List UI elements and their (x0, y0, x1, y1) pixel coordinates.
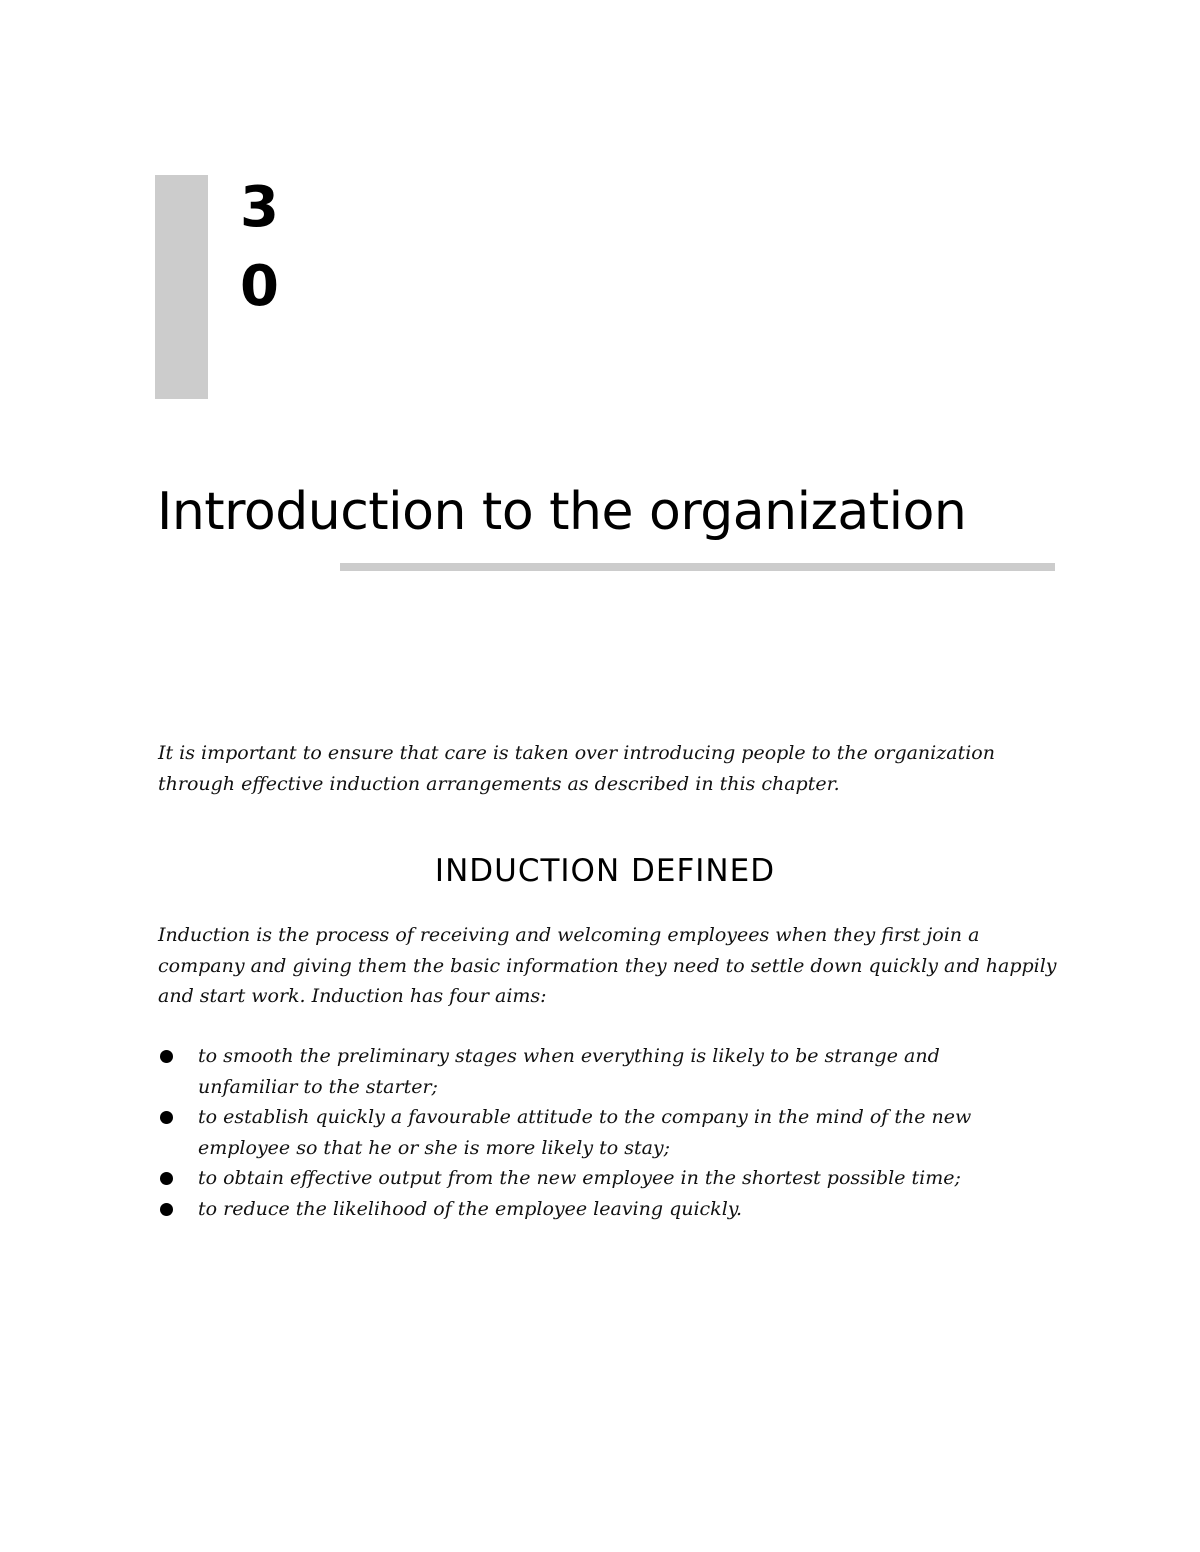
bullet-icon (160, 1172, 173, 1185)
list-item-text: to establish quickly a favourable attitude to the company in the mind of the new employee so that he or she is more likely to stay; (198, 1106, 972, 1159)
list-item (158, 1163, 1038, 1194)
list-item-text: to smooth the preliminary stages when everything is likely to be strange and unfamiliar to the starter; (198, 1045, 940, 1098)
list-item (158, 1102, 1038, 1163)
bullet-icon (160, 1111, 173, 1124)
chapter-number-digit: 3 (240, 175, 279, 240)
aims-list (158, 1041, 1038, 1224)
list-item (158, 1194, 1038, 1225)
chapter-title: Introduction to the organization (157, 482, 967, 542)
chapter-intro-paragraph: It is important to ensure that care is taken over introducing people to the organization through effective induction arrangements as described in this chapter. (158, 742, 995, 795)
bullet-icon (160, 1203, 173, 1216)
bullet-icon (160, 1050, 173, 1063)
list-item-text: to obtain effective output from the new employee in the shortest possible time; (198, 1167, 961, 1189)
definition-paragraph: Induction is the process of receiving and welcoming employees when they first join a company and giving them the basic information they need to settle down quickly and happily and start work. Induction has four aims: (158, 924, 1057, 1007)
list-item (158, 1041, 1038, 1102)
title-underline-rule (340, 563, 1055, 571)
section-heading: INDUCTION DEFINED (434, 853, 776, 889)
list-item-text: to reduce the likelihood of the employee leaving quickly. (198, 1197, 743, 1220)
chapter-number-bar (155, 175, 208, 399)
chapter-number-digit: 0 (240, 254, 279, 319)
